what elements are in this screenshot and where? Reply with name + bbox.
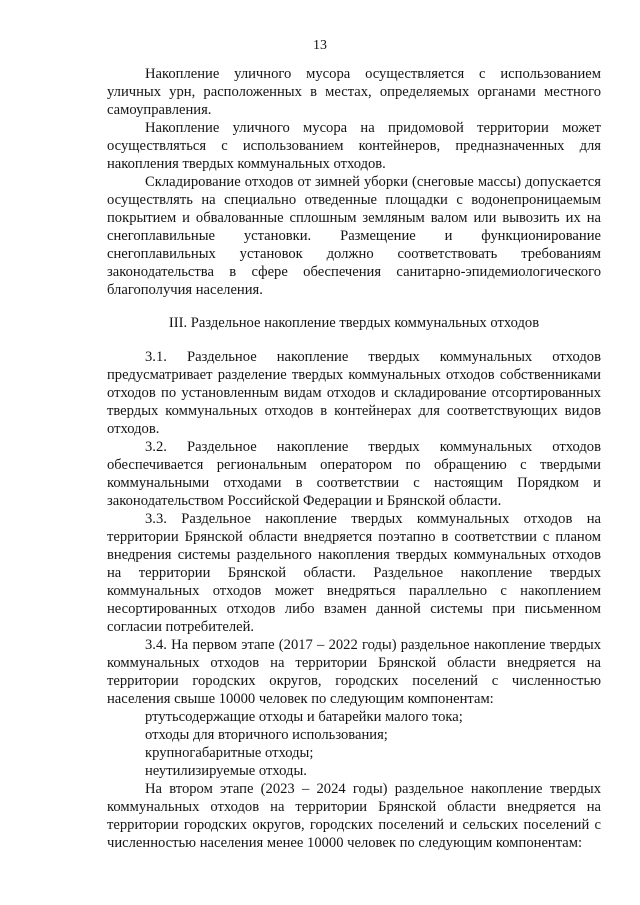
paragraph-second-stage: На втором этапе (2023 – 2024 годы) раздельное накопление твердых коммунальных отходов на территории Брянской области внедряется на территории городских округов, городских поселений и сельских поселений с численностью населения менее 10000 человек по следующим компонентам: bbox=[107, 781, 601, 851]
document-body bbox=[107, 65, 601, 852]
paragraph-3-1: 3.1. Раздельное накопление твердых коммунальных отходов предусматривает разделение твердых коммунальных отходов собственниками отходов по установленным видам отходов и складирование отсортированных твердых коммунальных отходов в контейнерах для соответствующих видов отходов. bbox=[107, 349, 601, 437]
paragraph-3-4: 3.4. На первом этапе (2017 – 2022 годы) раздельное накопление твердых коммунальных отходов на территории Брянской области внедряется на территории городских округов, городских поселений с численностью населения свыше 10000 человек по следующим компонентам: bbox=[107, 637, 601, 707]
paragraph-snow-storage: Складирование отходов от зимней уборки (снеговые массы) допускается осуществлять на специально отведенные площадки с водонепроницаемым покрытием и обвалованные сплошным земляным валом или вывозить их на снегоплавильные установки. Размещение и функционирование снегоплавильных установок должно соответствовать требованиям законодательства в сфере обеспечения санитарно-эпидемиологического благополучия населения. bbox=[107, 174, 601, 298]
paragraph-courtyard-containers: Накопление уличного мусора на придомовой территории может осуществляться с использованием контейнеров, предназначенных для накопления твердых коммунальных отходов. bbox=[107, 120, 601, 172]
list-item-bulky-waste: крупногабаритные отходы; bbox=[145, 745, 314, 761]
list-item-mercury-batteries: ртутьсодержащие отходы и батарейки малого тока; bbox=[145, 709, 463, 725]
paragraph-3-2: 3.2. Раздельное накопление твердых коммунальных отходов обеспечивается региональным оператором по обращению с твердыми коммунальными отходами в соответствии с настоящим Порядком и законодательством Российской Федерации и Брянской области. bbox=[107, 439, 601, 509]
list-item-non-recyclable: неутилизируемые отходы. bbox=[145, 763, 307, 779]
paragraph-street-waste-bins: Накопление уличного мусора осуществляется с использованием уличных урн, расположенных в местах, определяемых органами местного самоуправления. bbox=[107, 66, 601, 118]
section-heading: III. Раздельное накопление твердых коммунальных отходов bbox=[168, 315, 540, 331]
page-number: 13 bbox=[313, 38, 327, 53]
list-item-recyclables: отходы для вторичного использования; bbox=[145, 727, 388, 743]
paragraph-3-3: 3.3. Раздельное накопление твердых коммунальных отходов на территории Брянской области внедряется поэтапно в соответствии с планом внедрения системы раздельного накопления твердых коммунальных отходов на территории Брянской области. Раздельное накопление твердых коммунальных отходов может внедряться параллельно с накоплением несортированных отходов либо взамен данной системы при письменном согласии потребителей. bbox=[107, 511, 601, 635]
